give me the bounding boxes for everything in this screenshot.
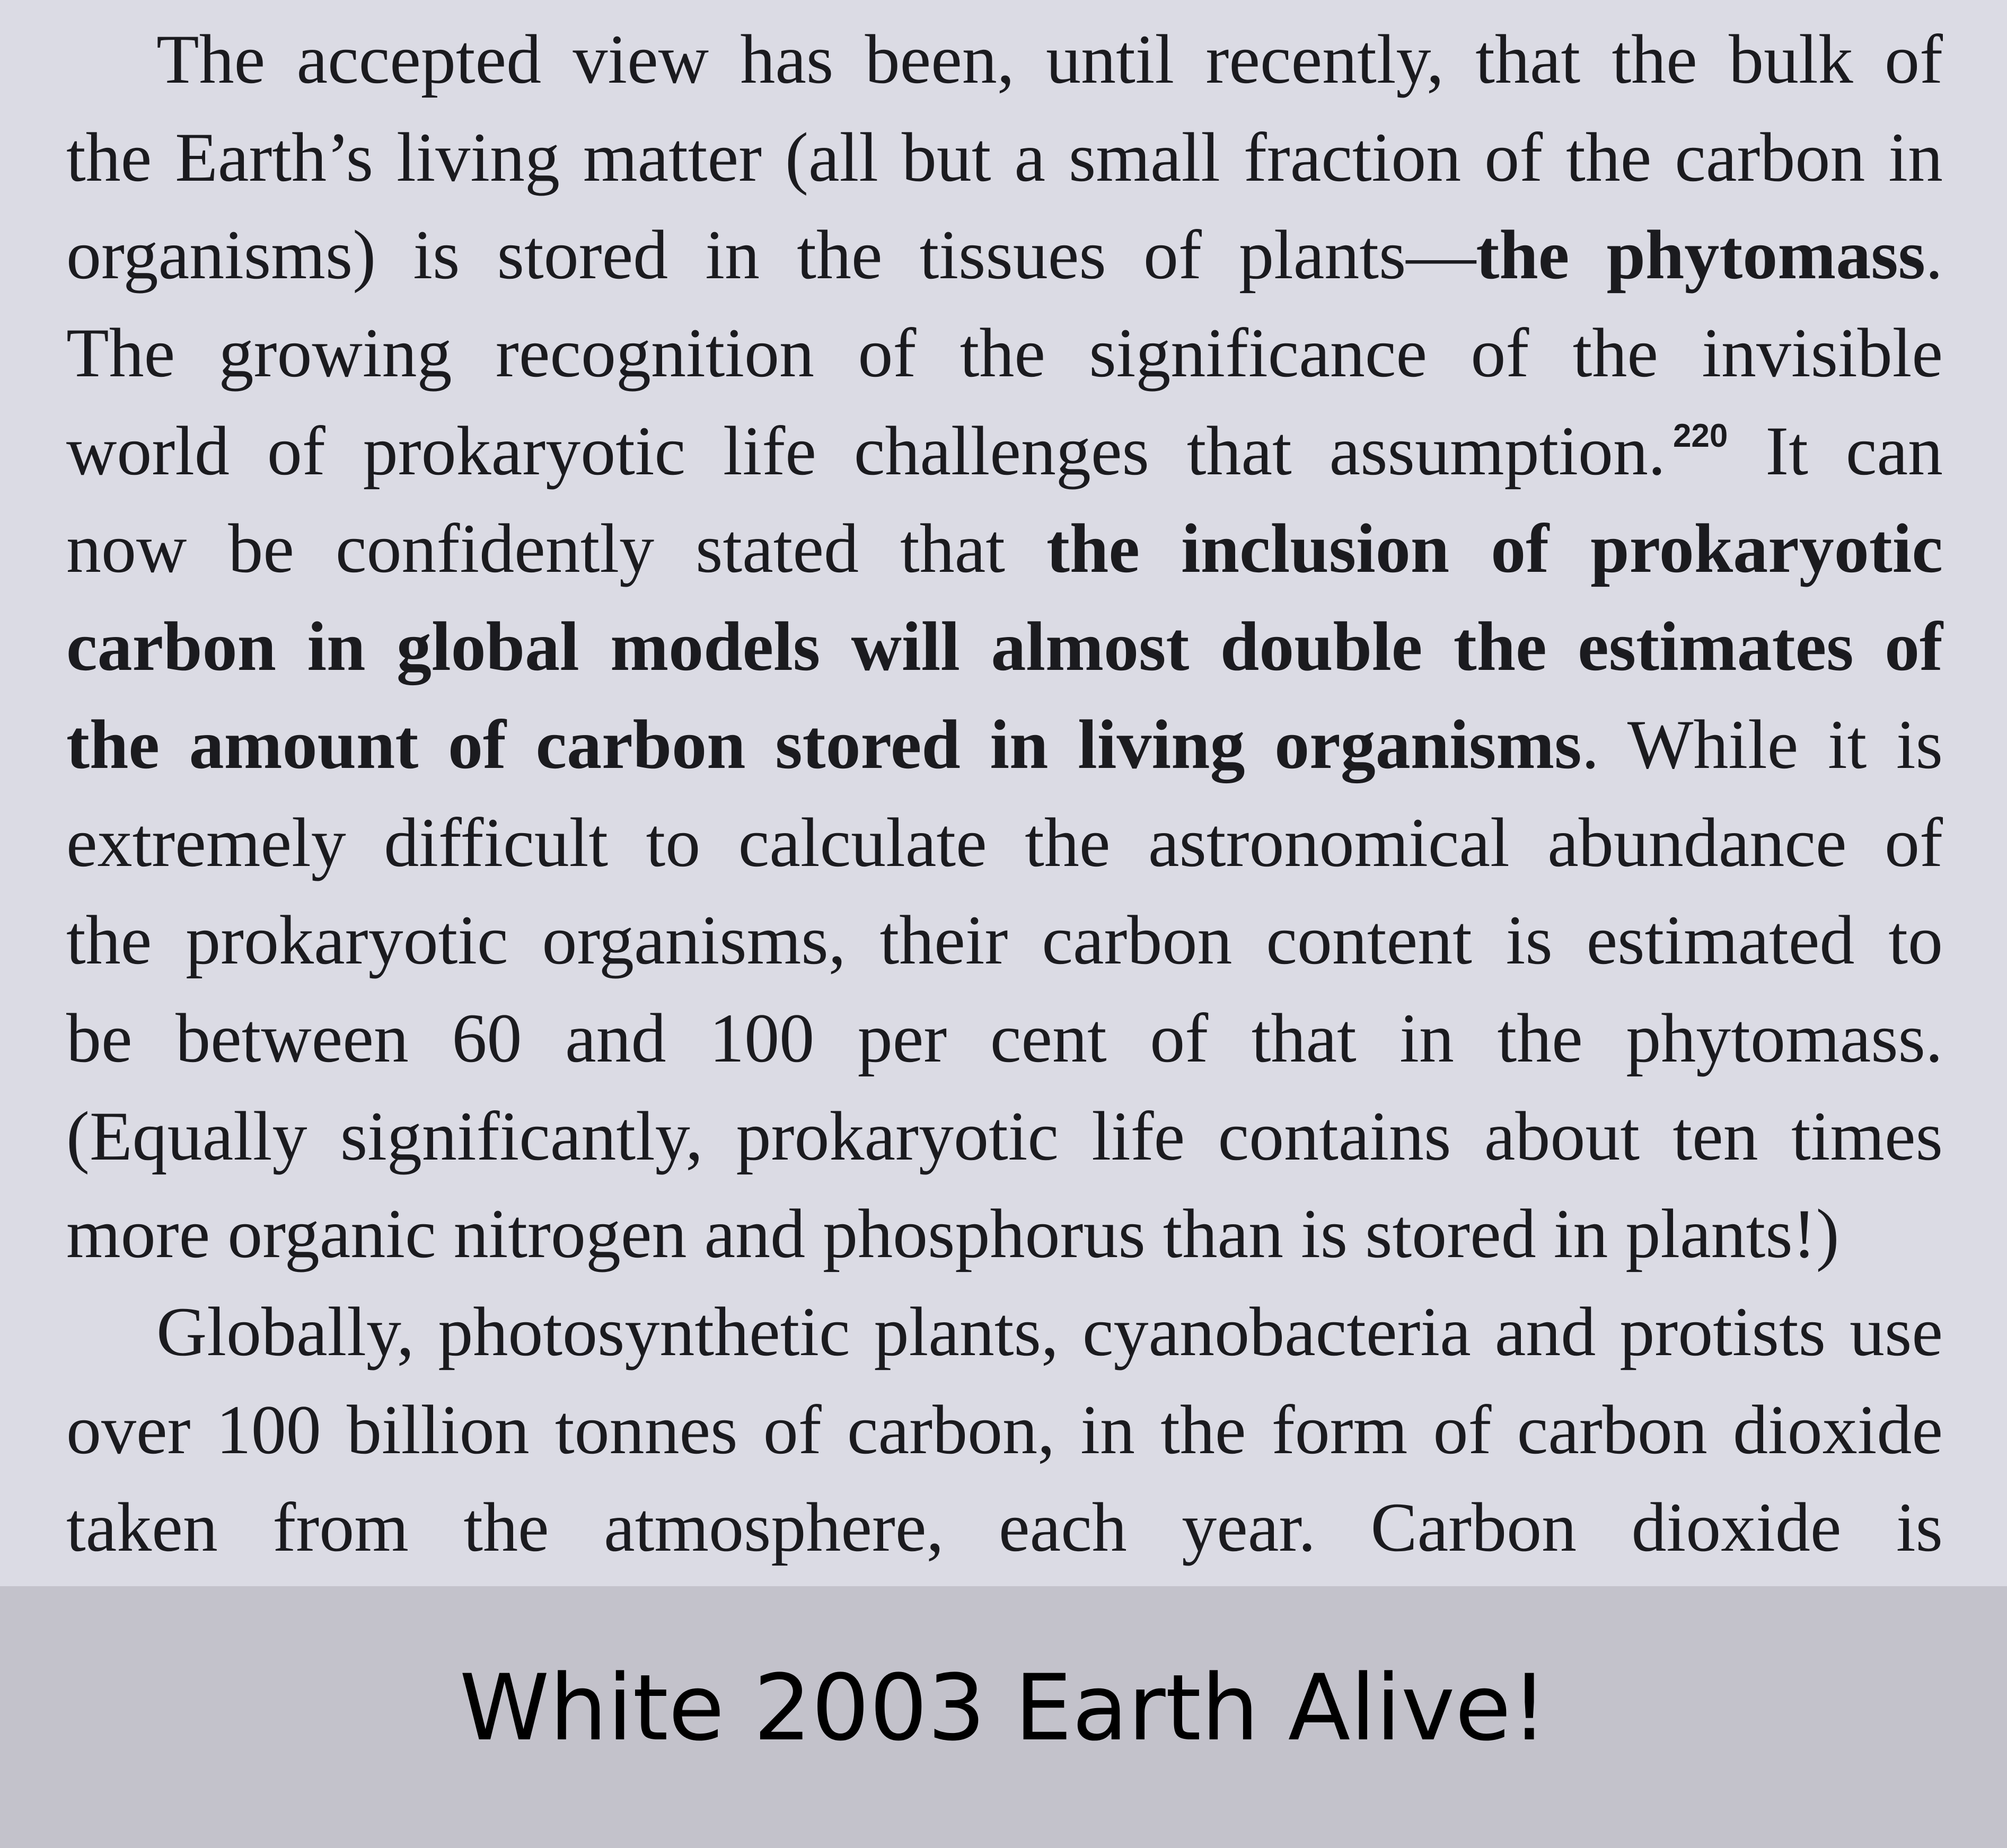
text-line (66, 891, 1943, 989)
text-run: . (1925, 216, 1943, 294)
text-run: taken from the atmosphere, each year. Carbon dioxide is (66, 1488, 1943, 1567)
text-line (66, 794, 1943, 892)
text-run: (Equally significantly, prokaryotic life contains about ten times (66, 1097, 1943, 1175)
text-run: the Earth’s living matter (all but a small fraction of the carbon in (66, 118, 1943, 196)
text-run: extremely difficult to calculate the astronomical abundance of (66, 803, 1943, 881)
text-run: over 100 billion tonnes of carbon, in the form of carbon dioxide (66, 1390, 1943, 1469)
text-run: It can (1728, 411, 1943, 490)
body-text (66, 11, 1943, 1577)
text-run: more organic nitrogen and phosphorus than is stored in plants!) (66, 1195, 1839, 1273)
text-run: The accepted view has been, until recently, that the bulk of (156, 20, 1943, 98)
bold-text-run: the inclusion of prokaryotic (1046, 509, 1943, 588)
text-run: now be confidently stated that (66, 509, 1046, 588)
text-run: Globally, photosynthetic plants, cyanobacteria and protists use (156, 1292, 1943, 1370)
text-line (66, 1479, 1943, 1577)
text-run: world of prokaryotic life challenges that assumption. (66, 411, 1666, 490)
text-line (66, 598, 1943, 696)
text-line (66, 1381, 1943, 1479)
text-line (66, 304, 1943, 402)
text-line (66, 109, 1943, 207)
text-line (66, 402, 1943, 500)
text-line (66, 989, 1943, 1087)
source-caption: White 2003 Earth Alive! (459, 1655, 1548, 1761)
caption-band (0, 1586, 2007, 1848)
text-line (66, 1283, 1943, 1381)
text-line (66, 206, 1943, 304)
text-line (66, 1185, 1943, 1283)
text-run: . While it is (1581, 705, 1943, 783)
text-line (66, 500, 1943, 598)
text-line (66, 696, 1943, 794)
text-run: organisms) is stored in the tissues of plants— (66, 216, 1476, 294)
text-run: be between 60 and 100 per cent of that in the phytomass. (66, 998, 1943, 1077)
bold-text-run: carbon in global models will almost double the estimates of (66, 607, 1943, 686)
bold-text-run: the amount of carbon stored in living organisms (66, 705, 1582, 783)
text-run: the prokaryotic organisms, their carbon content is estimated to (66, 901, 1943, 979)
text-line (66, 1087, 1943, 1186)
text-run: The growing recognition of the significance of the invisible (66, 314, 1943, 392)
footnote-reference: 220 (1672, 417, 1728, 454)
bold-text-run: the phytomass (1476, 216, 1925, 294)
text-line (66, 11, 1943, 109)
